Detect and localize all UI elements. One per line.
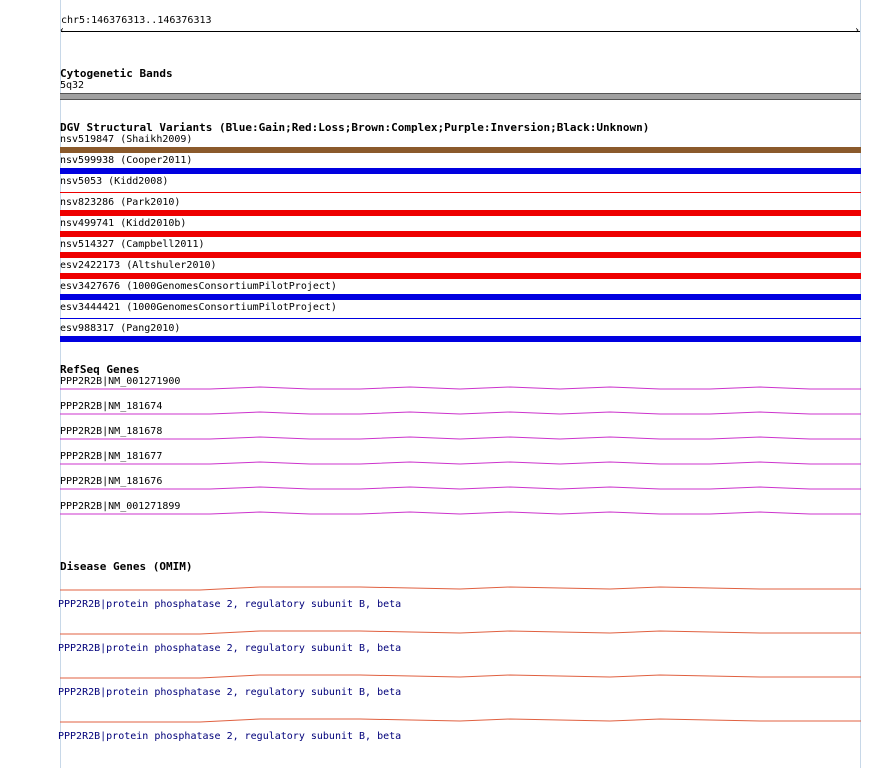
dgv-variant-label[interactable]: nsv5053 (Kidd2008) xyxy=(60,176,169,187)
refseq-gene-model[interactable] xyxy=(60,460,861,466)
dgv-variant-bar[interactable] xyxy=(60,210,861,216)
dgv-variant-label[interactable]: nsv514327 (Campbell2011) xyxy=(60,239,205,250)
dgv-variant-label[interactable]: nsv823286 (Park2010) xyxy=(60,197,181,208)
dgv-variant-label[interactable]: esv3427676 (1000GenomesConsortiumPilotProject) xyxy=(60,281,337,292)
right-border-line xyxy=(860,0,861,768)
refseq-gene-model[interactable] xyxy=(60,510,861,516)
dgv-track-title: DGV Structural Variants (Blue:Gain;Red:Loss;Brown:Complex;Purple:Inversion;Black:Unknown) xyxy=(60,121,650,134)
ruler-position-label: chr5:146376313..146376313 xyxy=(61,15,212,26)
refseq-gene-line xyxy=(60,437,861,439)
refseq-gene-model[interactable] xyxy=(60,435,861,441)
omim-gene-line xyxy=(60,631,861,634)
dgv-variant-bar[interactable] xyxy=(60,168,861,174)
dgv-variant-label[interactable]: nsv599938 (Cooper2011) xyxy=(60,155,193,166)
omim-gene-label[interactable]: PPP2R2B|protein phosphatase 2, regulatory subunit B, beta xyxy=(58,643,402,654)
refseq-gene-label[interactable]: PPP2R2B|NM_181674 xyxy=(60,401,163,412)
refseq-gene-model[interactable] xyxy=(60,410,861,416)
cytoband-label: 5q32 xyxy=(60,80,85,91)
cytobands-track-title: Cytogenetic Bands xyxy=(60,67,173,80)
refseq-gene-label[interactable]: PPP2R2B|NM_001271900 xyxy=(60,376,181,387)
refseq-gene-line xyxy=(60,462,861,464)
omim-gene-model[interactable] xyxy=(60,672,861,680)
dgv-variant-bar[interactable] xyxy=(60,192,861,193)
dgv-variant-label[interactable]: esv3444421 (1000GenomesConsortiumPilotProject) xyxy=(60,302,337,313)
omim-gene-label[interactable]: PPP2R2B|protein phosphatase 2, regulatory subunit B, beta xyxy=(58,687,402,698)
omim-gene-label[interactable]: PPP2R2B|protein phosphatase 2, regulatory subunit B, beta xyxy=(58,731,402,742)
ruler-line xyxy=(61,31,860,32)
refseq-gene-label[interactable]: PPP2R2B|NM_181676 xyxy=(60,476,163,487)
dgv-variant-label[interactable]: nsv499741 (Kidd2010b) xyxy=(60,218,187,229)
refseq-gene-label[interactable]: PPP2R2B|NM_181677 xyxy=(60,451,163,462)
dgv-variant-bar[interactable] xyxy=(60,273,861,279)
dgv-variant-label[interactable]: esv2422173 (Altshuler2010) xyxy=(60,260,217,271)
ruler-left-arrow-icon: ‹ xyxy=(59,25,66,36)
cytoband-bar[interactable] xyxy=(60,93,861,100)
dgv-variant-label[interactable]: nsv519847 (Shaikh2009) xyxy=(60,134,193,145)
dgv-variant-bar[interactable] xyxy=(60,336,861,342)
dgv-variant-bar[interactable] xyxy=(60,147,861,153)
omim-gene-line xyxy=(60,587,861,590)
dgv-variant-bar[interactable] xyxy=(60,231,861,237)
refseq-gene-model[interactable] xyxy=(60,385,861,391)
omim-gene-model[interactable] xyxy=(60,584,861,592)
ruler-right-arrow-icon: › xyxy=(854,25,861,36)
refseq-gene-label[interactable]: PPP2R2B|NM_001271899 xyxy=(60,501,181,512)
dgv-variant-bar[interactable] xyxy=(60,318,861,319)
omim-gene-line xyxy=(60,719,861,722)
refseq-gene-line xyxy=(60,487,861,489)
refseq-gene-label[interactable]: PPP2R2B|NM_181678 xyxy=(60,426,163,437)
omim-gene-model[interactable] xyxy=(60,628,861,636)
omim-gene-line xyxy=(60,675,861,678)
dgv-variant-bar[interactable] xyxy=(60,294,861,300)
omim-gene-label[interactable]: PPP2R2B|protein phosphatase 2, regulatory subunit B, beta xyxy=(58,599,402,610)
omim-gene-model[interactable] xyxy=(60,716,861,724)
refseq-track-title: RefSeq Genes xyxy=(60,363,140,376)
refseq-gene-line xyxy=(60,387,861,389)
refseq-gene-line xyxy=(60,512,861,514)
refseq-gene-model[interactable] xyxy=(60,485,861,491)
dgv-variant-bar[interactable] xyxy=(60,252,861,258)
omim-track-title: Disease Genes (OMIM) xyxy=(60,560,193,573)
dgv-variant-label[interactable]: esv988317 (Pang2010) xyxy=(60,323,181,334)
refseq-gene-line xyxy=(60,412,861,414)
